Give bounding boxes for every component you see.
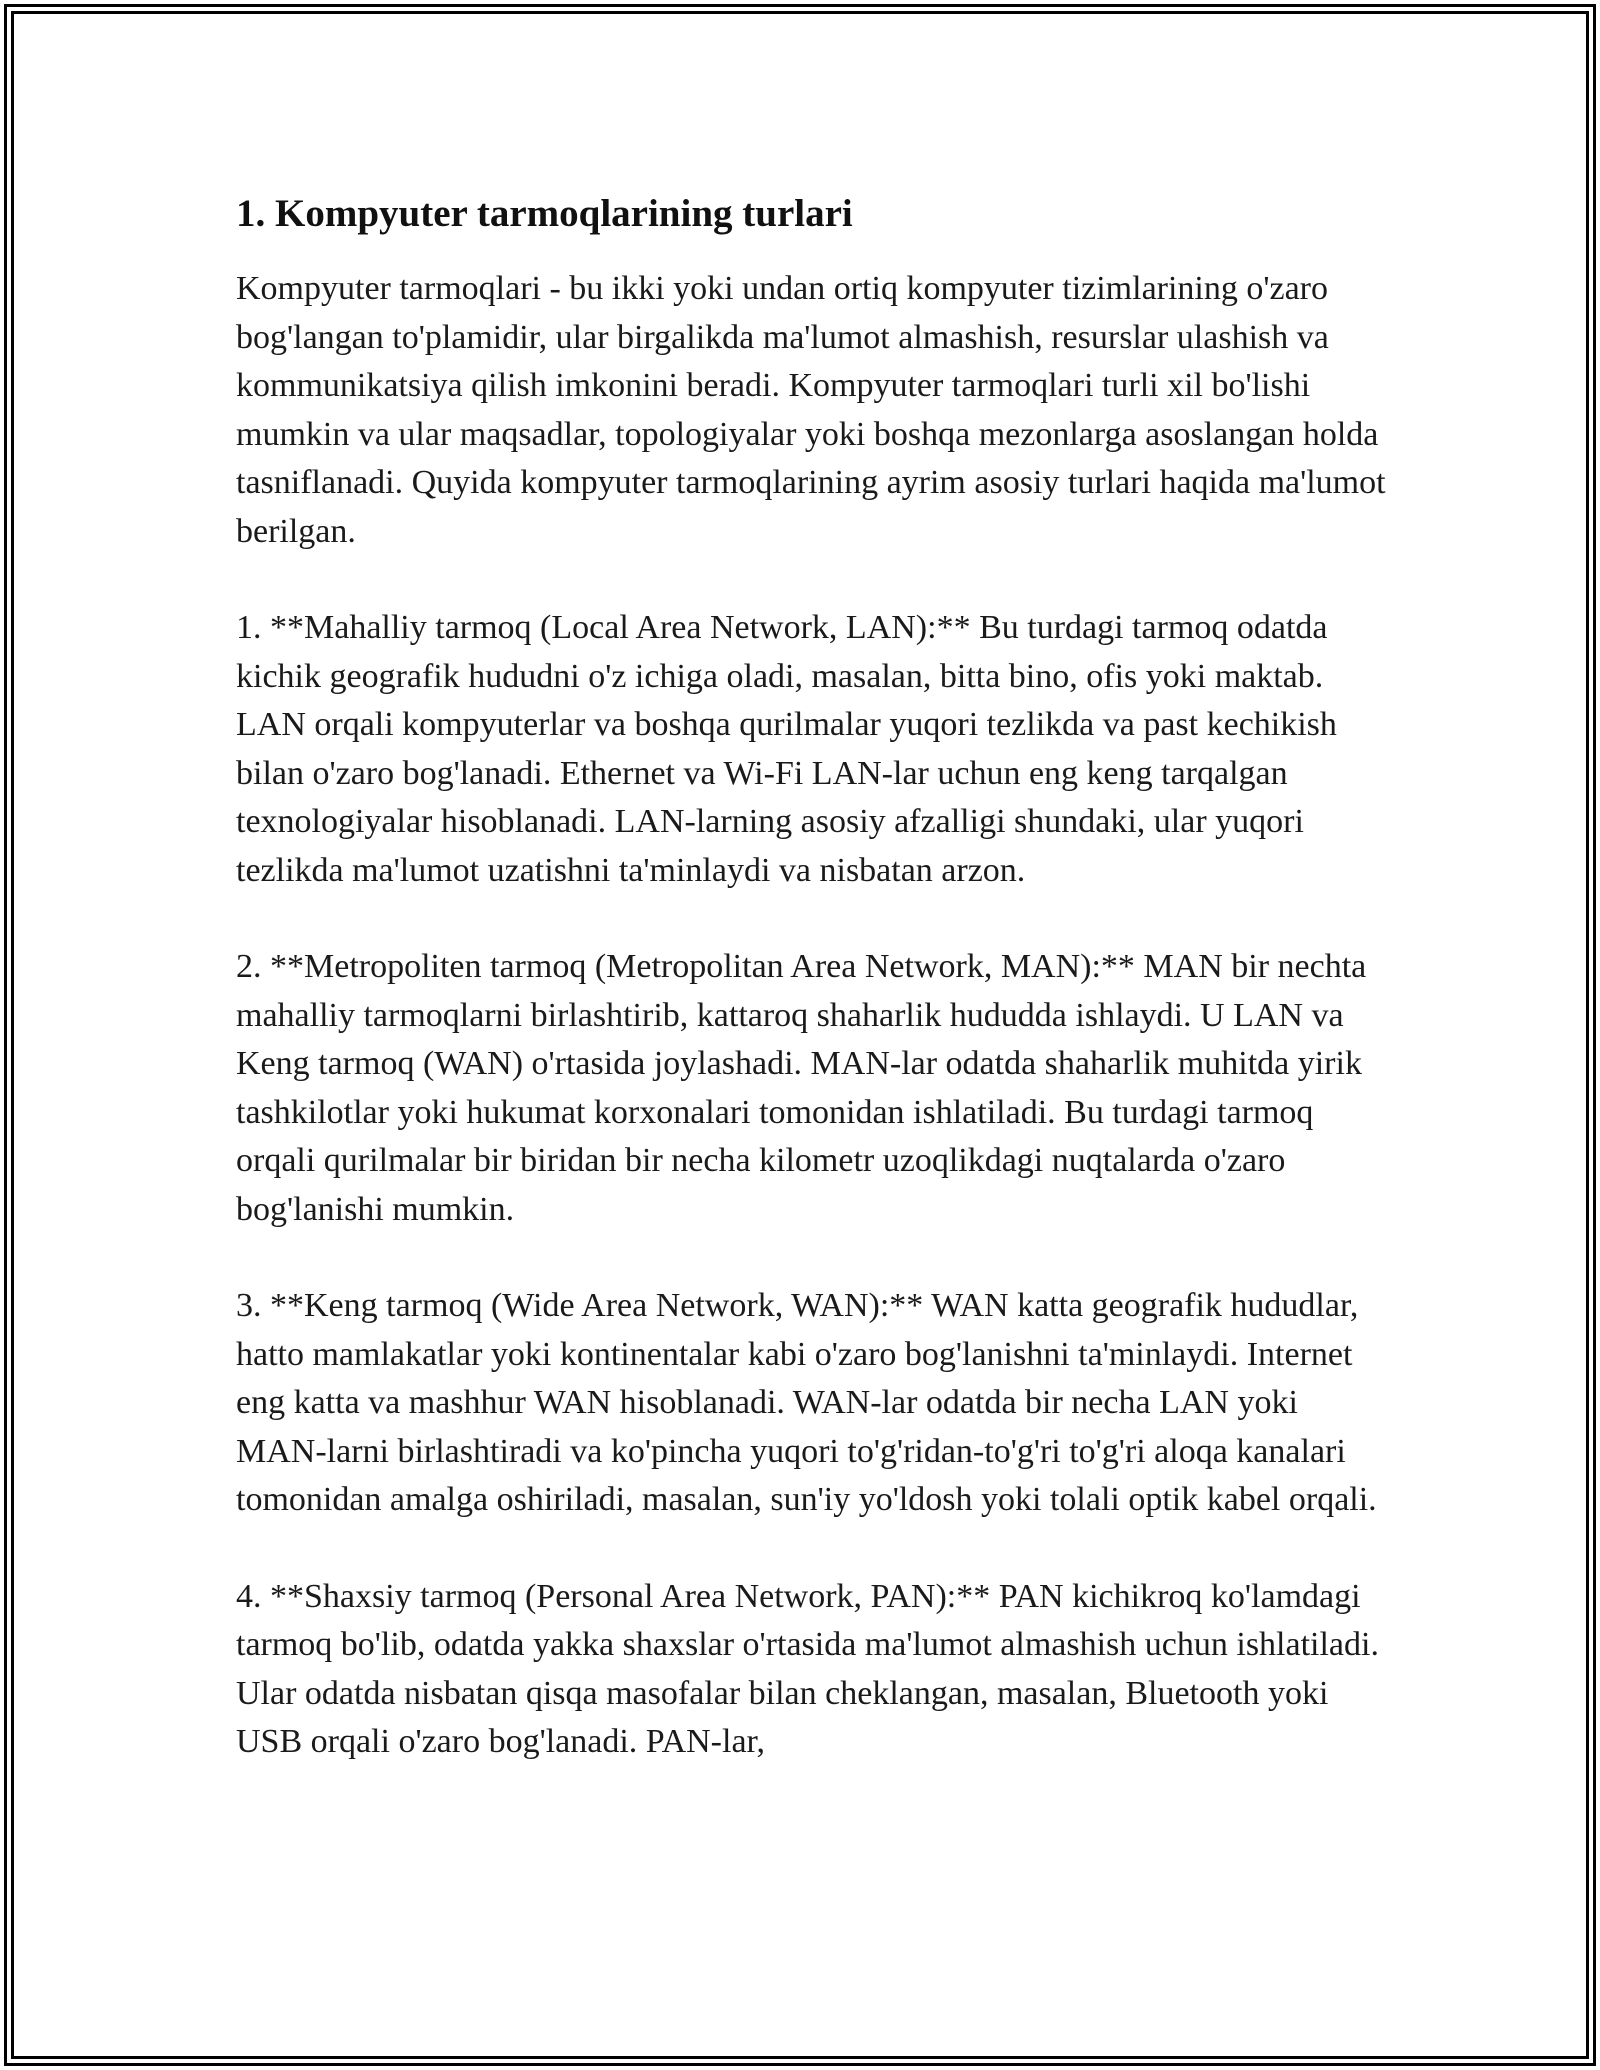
document-title: 1. Kompyuter tarmoqlarining turlari (236, 192, 853, 235)
man-paragraph: 2. **Metropoliten tarmoq (Metropolitan Area Network, MAN):** MAN bir nechta mahalliy tarmoqlarni birlashtirib, kattaroq shaharlik hududda ishlaydi. U LAN va Keng tarmoq (WAN) o'rtasida joylashadi. MAN-lar odatda shaharlik muhitda yirik tashkilotlar yoki hukumat korxonalari tomonidan ishlatiladi. Bu turdagi tarmoq orqali qurilmalar bir biridan bir necha kilometr uzoqlikdagi nuqtalarda o'zaro bog'lanishi mumkin. (236, 948, 1367, 1228)
intro-paragraph: Kompyuter tarmoqlari - bu ikki yoki undan ortiq kompyuter tizimlarining o'zaro bog'langan to'plamidir, ular birgalikda ma'lumot almashish, resurslar ulashish va kommunikatsiya qilish imkonini beradi. Kompyuter tarmoqlari turli xil bo'lishi mumkin va ular maqsadlar, topologiyalar yoki boshqa mezonlarga asoslangan holda tasniflanadi. Quyida kompyuter tarmoqlarining ayrim asosiy turlari haqida ma'lumot berilgan. (236, 270, 1386, 550)
lan-paragraph: 1. **Mahalliy tarmoq (Local Area Network, LAN):** Bu turdagi tarmoq odatda kichik geografik hududni o'z ichiga oladi, masalan, bitta bino, ofis yoki maktab. LAN orqali kompyuterlar va boshqa qurilmalar yuqori tezlikda va past kechikish bilan o'zaro bog'lanadi. Ethernet va Wi-Fi LAN-lar uchun eng keng tarqalgan texnologiyalar hisoblanadi. LAN-larning asosiy afzalligi shundaki, ular yuqori tezlikda ma'lumot uzatishni ta'minlaydi va nisbatan arzon. (236, 609, 1337, 889)
pan-paragraph: 4. **Shaxsiy tarmoq (Personal Area Network, PAN):** PAN kichikroq ko'lamdagi tarmoq bo'lib, odatda yakka shaxslar o'rtasida ma'lumot almashish uchun ishlatiladi. Ular odatda nisbatan qisqa masofalar bilan cheklangan, masalan, Bluetooth yoki USB orqali o'zaro bog'lanadi. PAN-lar, (236, 1577, 1379, 1760)
document-body (236, 183, 1386, 1815)
wan-paragraph: 3. **Keng tarmoq (Wide Area Network, WAN):** WAN katta geografik hududlar, hatto mamlakatlar yoki kontinentalar kabi o'zaro bog'lanishni ta'minlaydi. Internet eng katta va mashhur WAN hisoblanadi. WAN-lar odatda bir necha LAN yoki MAN-larni birlashtiradi va ko'pincha yuqori to'g'ridan-to'g'ri to'g'ri aloqa kanalari tomonidan amalga oshiriladi, masalan, sun'iy yo'ldosh yoki tolali optik kabel orqali. (236, 1287, 1377, 1518)
